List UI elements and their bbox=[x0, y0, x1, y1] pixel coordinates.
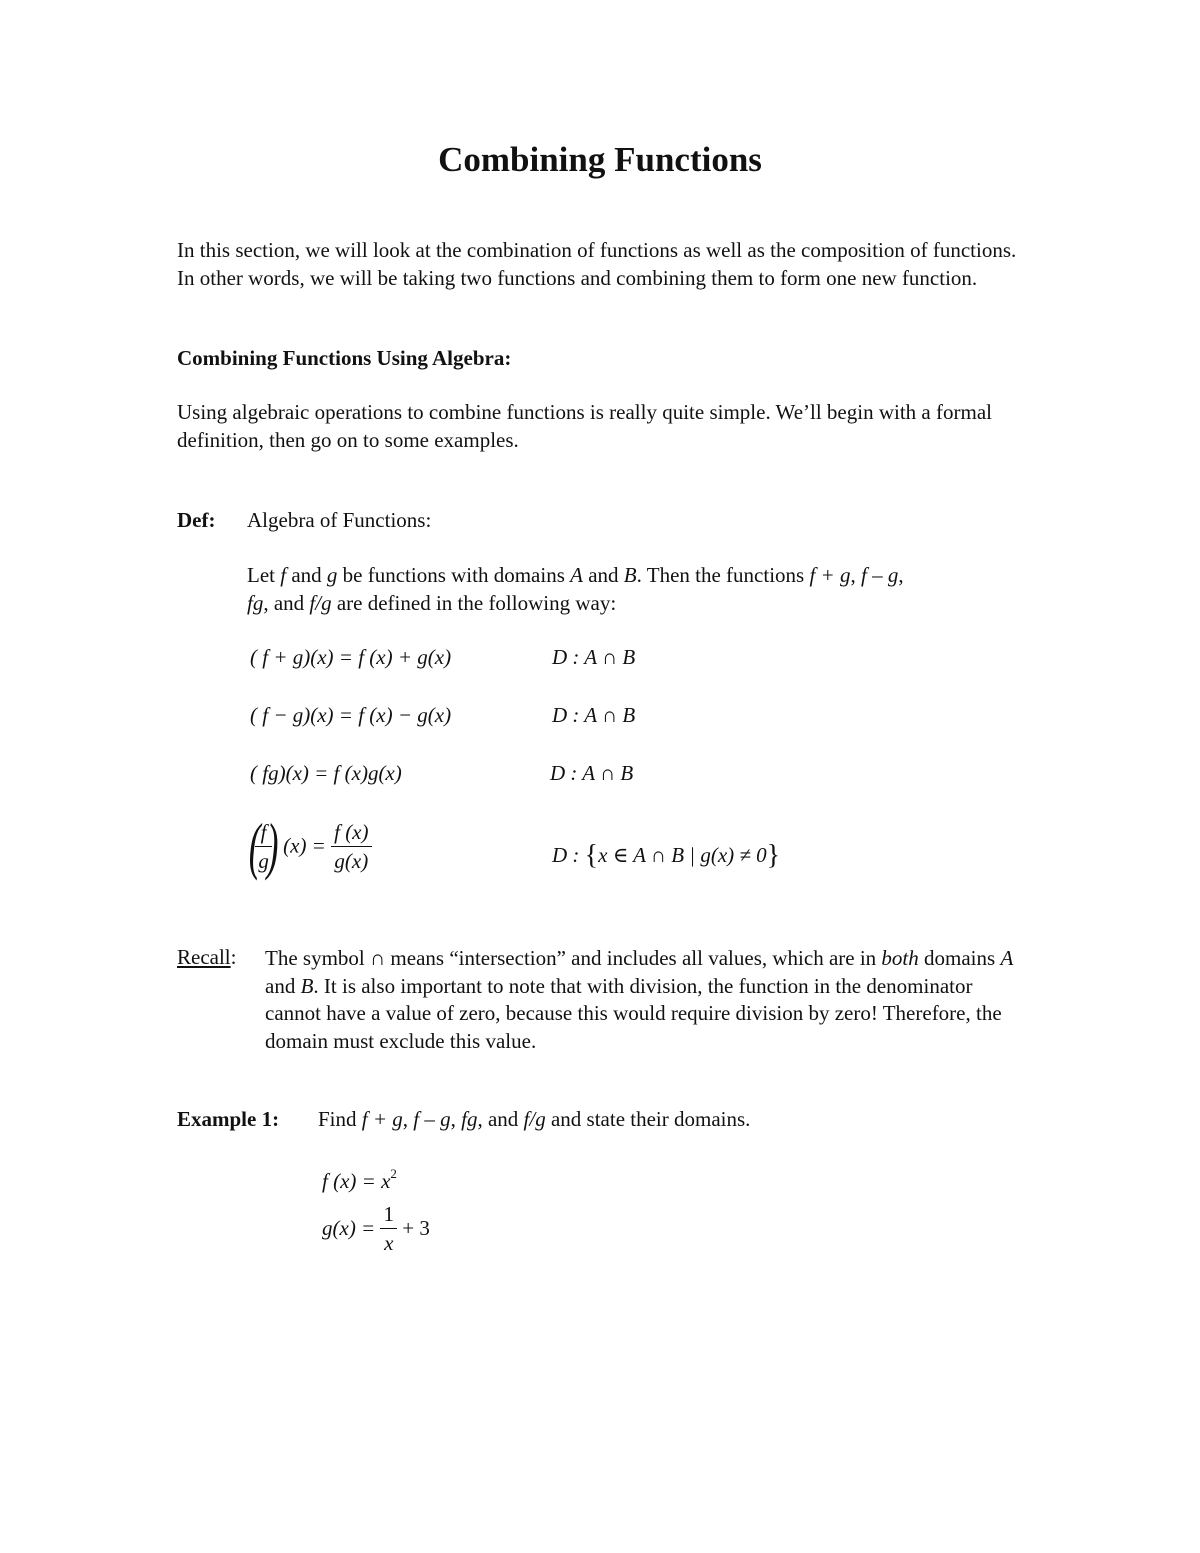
definition-label: Def: bbox=[177, 508, 216, 532]
left-paren: ( bbox=[248, 810, 261, 881]
example-1-prompt: Find f + g, f – g, fg, and f/g and state their domains. bbox=[318, 1107, 751, 1131]
quotient-paren-fraction: $\frac{f}{g}$ bbox=[255, 820, 272, 873]
intro-paragraph: In this section, we will look at the combination of functions as well as the composition of functions. In other words, we will be taking two functions and combining them to form one new function. bbox=[177, 238, 1017, 290]
recall-label: Recall: bbox=[177, 945, 237, 969]
formula-quotient: ( $\frac{f}{g}$ ) (x) = $\frac{f (x)}{g(x)}$ bbox=[244, 814, 372, 884]
formula-sum-domain: D : A ∩ B bbox=[552, 645, 636, 669]
formula-difference-domain: D : A ∩ B bbox=[552, 703, 636, 727]
definition-name: Algebra of Functions: bbox=[247, 508, 432, 532]
definition-statement: Let f and g be functions with domains A and B. Then the functions f + g, f – g, fg, and f/g are defined in the following way: bbox=[247, 563, 904, 615]
quotient-fraction: $\frac{f (x)}{g(x)}$ bbox=[331, 820, 371, 873]
example-1-label: Example 1: bbox=[177, 1107, 280, 1131]
g-fraction: $\frac{1}{x}$ bbox=[380, 1202, 397, 1255]
formula-difference: ( f − g)(x) = f (x) − g(x) bbox=[250, 703, 452, 727]
section-heading: Combining Functions Using Algebra: bbox=[177, 346, 512, 370]
page-title: Combining Functions bbox=[438, 140, 762, 179]
formula-quotient-domain: D : {x ∈ A ∩ B | g(x) ≠ 0} bbox=[552, 840, 781, 871]
example-1-f-definition: f $(x) = x^2$ bbox=[322, 1166, 397, 1193]
section-intro-paragraph: Using algebraic operations to combine functions is really quite simple. We’ll begin with a formal definition, then go on to some examples. bbox=[177, 400, 992, 452]
formula-product: ( fg)(x) = f (x)g(x) bbox=[250, 761, 402, 785]
example-1-g-definition: g(x) = $\frac{1}{x}$ + 3 bbox=[322, 1202, 430, 1255]
recall-paragraph: The symbol ∩ means “intersection” and includes all values, which are in both domains A and B. It is also important to note that with division, the function in the denominator cannot have a value of zero, because this would require division by zero! Therefore, the domain must exclude this value. bbox=[265, 946, 1014, 1053]
right-paren: ) bbox=[266, 810, 279, 881]
formula-sum: ( f + g)(x) = f (x) + g(x) bbox=[250, 645, 452, 669]
formula-product-domain: D : A ∩ B bbox=[550, 761, 634, 785]
